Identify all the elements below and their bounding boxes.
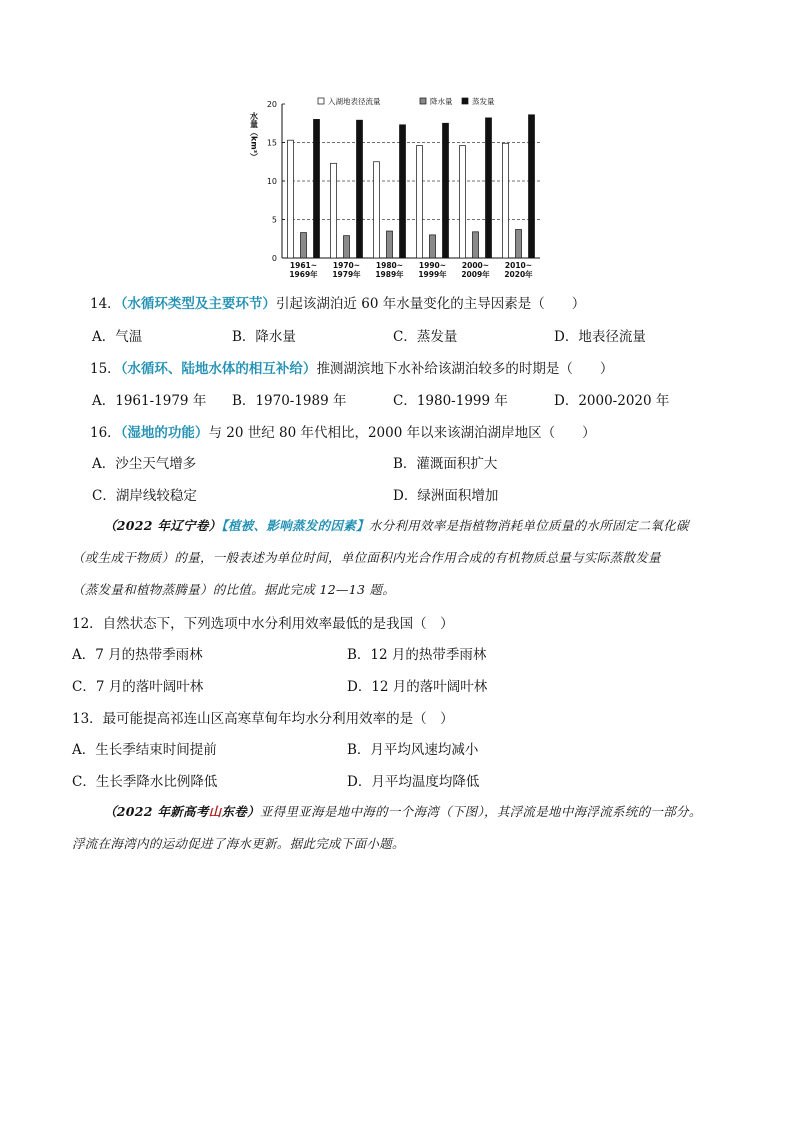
q15-option-d[interactable]: D．2000-2020 年 [554,393,670,409]
x-tick-label: 1979年 [332,270,361,279]
y-tick-label: 0 [271,254,277,263]
source-label: （2022 年新高考 [104,804,209,819]
x-tick-label: 1990~ [418,261,447,270]
bar-1 [417,146,423,258]
bar-2 [516,230,522,258]
x-tick-label: 1970~ [332,261,361,270]
x-tick-label: 1980~ [375,261,404,270]
chart-grid [282,143,540,220]
chart-legend [318,96,495,106]
q12-option-b[interactable]: B．12 月的热带季雨林 [347,647,487,663]
source-label: 东卷） [221,804,260,819]
knowledge-tag: 【植被、影响蒸发的因素】 [221,518,369,533]
x-tick-label: 2000~ [461,261,490,270]
q14-option-a[interactable]: A．气温 [92,329,143,345]
question-stem: 引起该湖泊近 60 年水量变化的主导因素是（ ） [275,296,586,312]
bar-2 [344,236,350,258]
q15-option-b[interactable]: B．1970-1989 年 [232,393,347,409]
question-15 [90,357,613,377]
bar-2 [301,233,307,258]
question-stem: 与 20 世纪 80 年代相比，2000 年以来该湖泊湖岸地区（ ） [208,425,596,441]
source-label: （2022 年辽宁卷） [104,518,222,533]
paragraph-text: 亚得里亚海是地中海的一个海湾（下图），其浮流是地中海浮流系统的一部分。 [259,804,702,819]
bar-2 [473,232,479,258]
source-label-highlight: 山 [208,804,222,819]
knowledge-tag: （湿地的功能） [120,425,209,441]
bar-3 [314,119,320,258]
y-axis-label: 水量（km³） [249,112,259,162]
q16-option-b[interactable]: B．灌溉面积扩大 [393,456,498,472]
chart-bars [288,115,535,258]
bar-3 [529,115,535,258]
q12-option-c[interactable]: C．7 月的落叶阔叶林 [72,679,204,695]
question-stem: 推测湖滨地下水补给该湖泊较多的时期是（ ） [316,361,614,377]
question-12: 12．自然状态下，下列选项中水分利用效率最低的是我国（ ） [72,616,454,632]
q14-option-b[interactable]: B．降水量 [232,329,296,345]
legend-swatch [420,98,426,104]
q14-option-d[interactable]: D．地表径流量 [554,329,646,345]
q13-option-d[interactable]: D．月平均温度均降低 [347,774,480,790]
q12-option-a[interactable]: A．7 月的热带季雨林 [72,647,203,663]
knowledge-tag: （水循环类型及主要环节） [120,296,276,312]
y-tick-label: 10 [266,177,277,186]
bar-3 [400,125,406,258]
bar-3 [486,118,492,258]
question-14 [90,292,585,312]
bar-1 [503,143,509,258]
bar-1 [331,163,337,258]
question-number: 14． [90,296,121,312]
intro-paragraph-1-line-2: （或生成干物质）的量，一般表述为单位时间，单位面积内光合作用合成的有机物质总量与实际蒸散发量 [72,550,661,565]
legend-swatch [462,98,468,104]
q14-option-c[interactable]: C．蒸发量 [393,329,458,345]
x-tick-label: 2009年 [461,270,490,279]
q13-option-a[interactable]: A．生长季结束时间提前 [72,742,217,758]
chart-axes [282,104,540,258]
question-16 [90,421,596,441]
y-tick-label: 5 [271,215,277,225]
x-tick-label: 2010~ [504,261,533,270]
legend-swatch [318,98,324,104]
intro-paragraph-2-line-2: 浮流在海湾内的运动促进了海水更新。据此完成下面小题。 [72,836,405,851]
bar-1 [374,162,380,258]
bar-2 [430,235,436,258]
knowledge-tag: （水循环、陆地水体的相互补给） [120,361,317,377]
question-number: 16． [90,425,121,441]
q15-option-c[interactable]: C．1980-1999 年 [393,393,508,409]
question-number: 15． [90,361,121,377]
x-tick-label: 1969年 [289,270,318,279]
x-tick-label: 1999年 [418,270,447,279]
bar-1 [288,140,294,258]
bar-3 [443,123,449,258]
bar-2 [387,231,393,258]
q13-option-b[interactable]: B．月平均风速均减小 [347,742,479,758]
q12-option-d[interactable]: D．12 月的落叶阔叶林 [347,679,488,695]
y-tick-label: 20 [266,100,277,109]
y-tick-label: 15 [266,138,277,148]
x-tick-label: 1989年 [375,270,404,279]
intro-paragraph-1-line-1 [104,516,689,534]
x-tick-label: 1961~ [289,261,318,270]
paragraph-text: 水分利用效率是指植物消耗单位质量的水所固定二氧化碳 [368,518,689,533]
x-tick-label: 2020年 [504,270,533,279]
legend-label: 降水量 [430,97,453,106]
q16-option-d[interactable]: D．绿洲面积增加 [393,488,499,504]
bar-chart [240,92,550,288]
q15-option-a[interactable]: A．1961-1979 年 [92,393,207,409]
legend-label: 入湖地表径流量 [328,97,381,106]
intro-paragraph-2-line-1 [104,802,702,820]
intro-paragraph-1-line-3: （蒸发量和植物蒸腾量）的比值。据此完成 12—13 题。 [72,582,396,597]
legend-label: 蒸发量 [472,97,495,106]
bar-1 [460,146,466,258]
q13-option-c[interactable]: C．生长季降水比例降低 [72,774,218,790]
q16-option-a[interactable]: A．沙尘天气增多 [92,456,197,472]
bar-3 [357,120,363,258]
question-13: 13．最可能提高祁连山区高寒草甸年均水分利用效率的是（ ） [72,711,454,727]
q16-option-c[interactable]: C．湖岸线较稳定 [92,488,197,504]
